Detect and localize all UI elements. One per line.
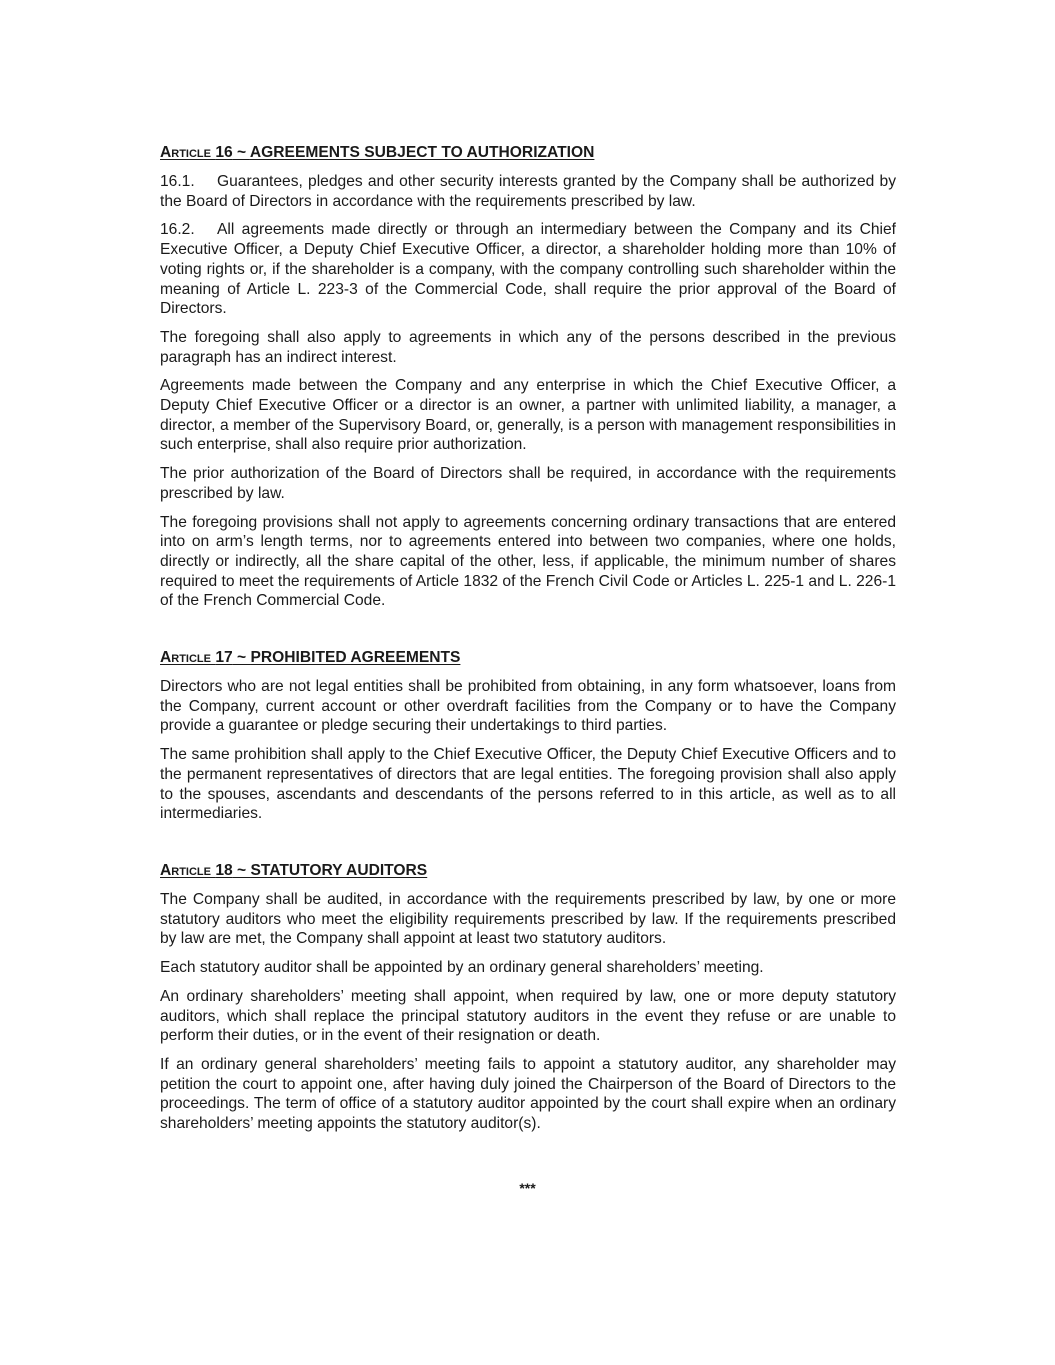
paragraph: The Company shall be audited, in accordance with the requirements prescribed by law, by one or more statutory auditors who meet the eligibility requirements prescribed by law. If the requirements prescribed by law are met, the Company shall appoint at least two statutory auditors. (160, 890, 896, 948)
paragraph: Directors who are not legal entities shall be prohibited from obtaining, in any form whatsoever, loans from the Company, current account or other overdraft facilities from the Company or to have the Company provide a guarantee or pledge securing their undertakings to third parties. (160, 678, 896, 735)
paragraph-text: All agreements made directly or through an intermediary between the Company and its Chief Executive Officer, a Deputy Chief Executive Officer, a director, a shareholder holding more than 10% of voting rights or, if the shareholder is a company, with the company controlling such shareholder within the meaning of Article L. 223-3 of the Commercial Code, shall require the prior approval of the Board of Directors. (160, 221, 896, 318)
article-title: PROHIBITED AGREEMENTS (250, 649, 461, 667)
article-title: STATUTORY AUDITORS (250, 861, 428, 879)
article-heading (160, 143, 896, 163)
article-separator: ~ (232, 861, 251, 879)
paragraph: The prior authorization of the Board of Directors shall be required, in accordance with the requirements prescribed by law. (160, 465, 896, 502)
paragraph: The same prohibition shall apply to the Chief Executive Officer, the Deputy Chief Executive Officers and to the permanent representatives of directors that are legal entities. The foregoing provision shall also apply to the spouses, ascendants and descendants of the persons referred to in this article, as well as to all intermediaries. (160, 746, 896, 823)
paragraph-number: 16.2. (160, 221, 195, 239)
paragraph (160, 172, 896, 211)
article-18 (160, 861, 896, 1134)
article-heading (160, 861, 896, 881)
document-page (160, 143, 896, 1134)
paragraph-text: Guarantees, pledges and other security interests granted by the Company shall be authorized by the Board of Directors in accordance with the requirements prescribed by law. (160, 173, 896, 210)
article-number: 16 (215, 144, 233, 161)
article-label: Article (160, 649, 211, 667)
paragraph: The foregoing provisions shall not apply to agreements concerning ordinary transactions that are entered into on arm’s length terms, nor to agreements entered into between two companies, where one holds, directly or indirectly, all the share capital of the other, less, if applicable, the minimum number of shares required to meet the requirements of Article 1832 of the French Civil Code or Articles L. 225-1 and L. 226-1 of the French Commercial Code. (160, 513, 896, 610)
paragraph: Each statutory auditor shall be appointed by an ordinary general shareholders’ meeting. (160, 959, 764, 977)
paragraph: Agreements made between the Company and any enterprise in which the Chief Executive Officer, a Deputy Chief Executive Officer or a director is an owner, a partner with unlimited liability, a manager, a director, a member of the Supervisory Board, or, generally, is a person with management responsibilities in such enterprise, shall also require prior authorization. (160, 377, 896, 454)
article-separator: ~ (232, 649, 251, 667)
article-label: Article (160, 861, 211, 879)
paragraph: If an ordinary general shareholders’ meeting fails to appoint a statutory auditor, any shareholder may petition the court to appoint one, after having duly joined the Chairperson of the Board of Directors to the proceedings. The term of office of a statutory auditor appointed by the court shall expire when an ordinary shareholders’ meeting appoints the statutory auditor(s). (160, 1055, 896, 1133)
paragraph-number: 16.1. (160, 173, 195, 190)
article-label: Article (160, 144, 211, 161)
article-number: 18 (215, 861, 233, 879)
article-heading (160, 648, 896, 668)
paragraph: An ordinary shareholders’ meeting shall appoint, when required by law, one or more deputy statutory auditors, which shall replace the principal statutory auditors in the event they refuse or are unable to perform their duties, or in the event of their resignation or death. (160, 987, 896, 1045)
paragraph (160, 220, 896, 319)
article-number: 17 (215, 649, 233, 667)
article-title: AGREEMENTS SUBJECT TO AUTHORIZATION (249, 144, 595, 161)
end-of-section-mark: *** (519, 1180, 536, 1196)
article-16 (160, 143, 896, 611)
article-17 (160, 648, 896, 824)
paragraph: The foregoing shall also apply to agreements in which any of the persons described in the previous paragraph has an indirect interest. (160, 328, 896, 366)
article-separator: ~ (232, 144, 250, 161)
